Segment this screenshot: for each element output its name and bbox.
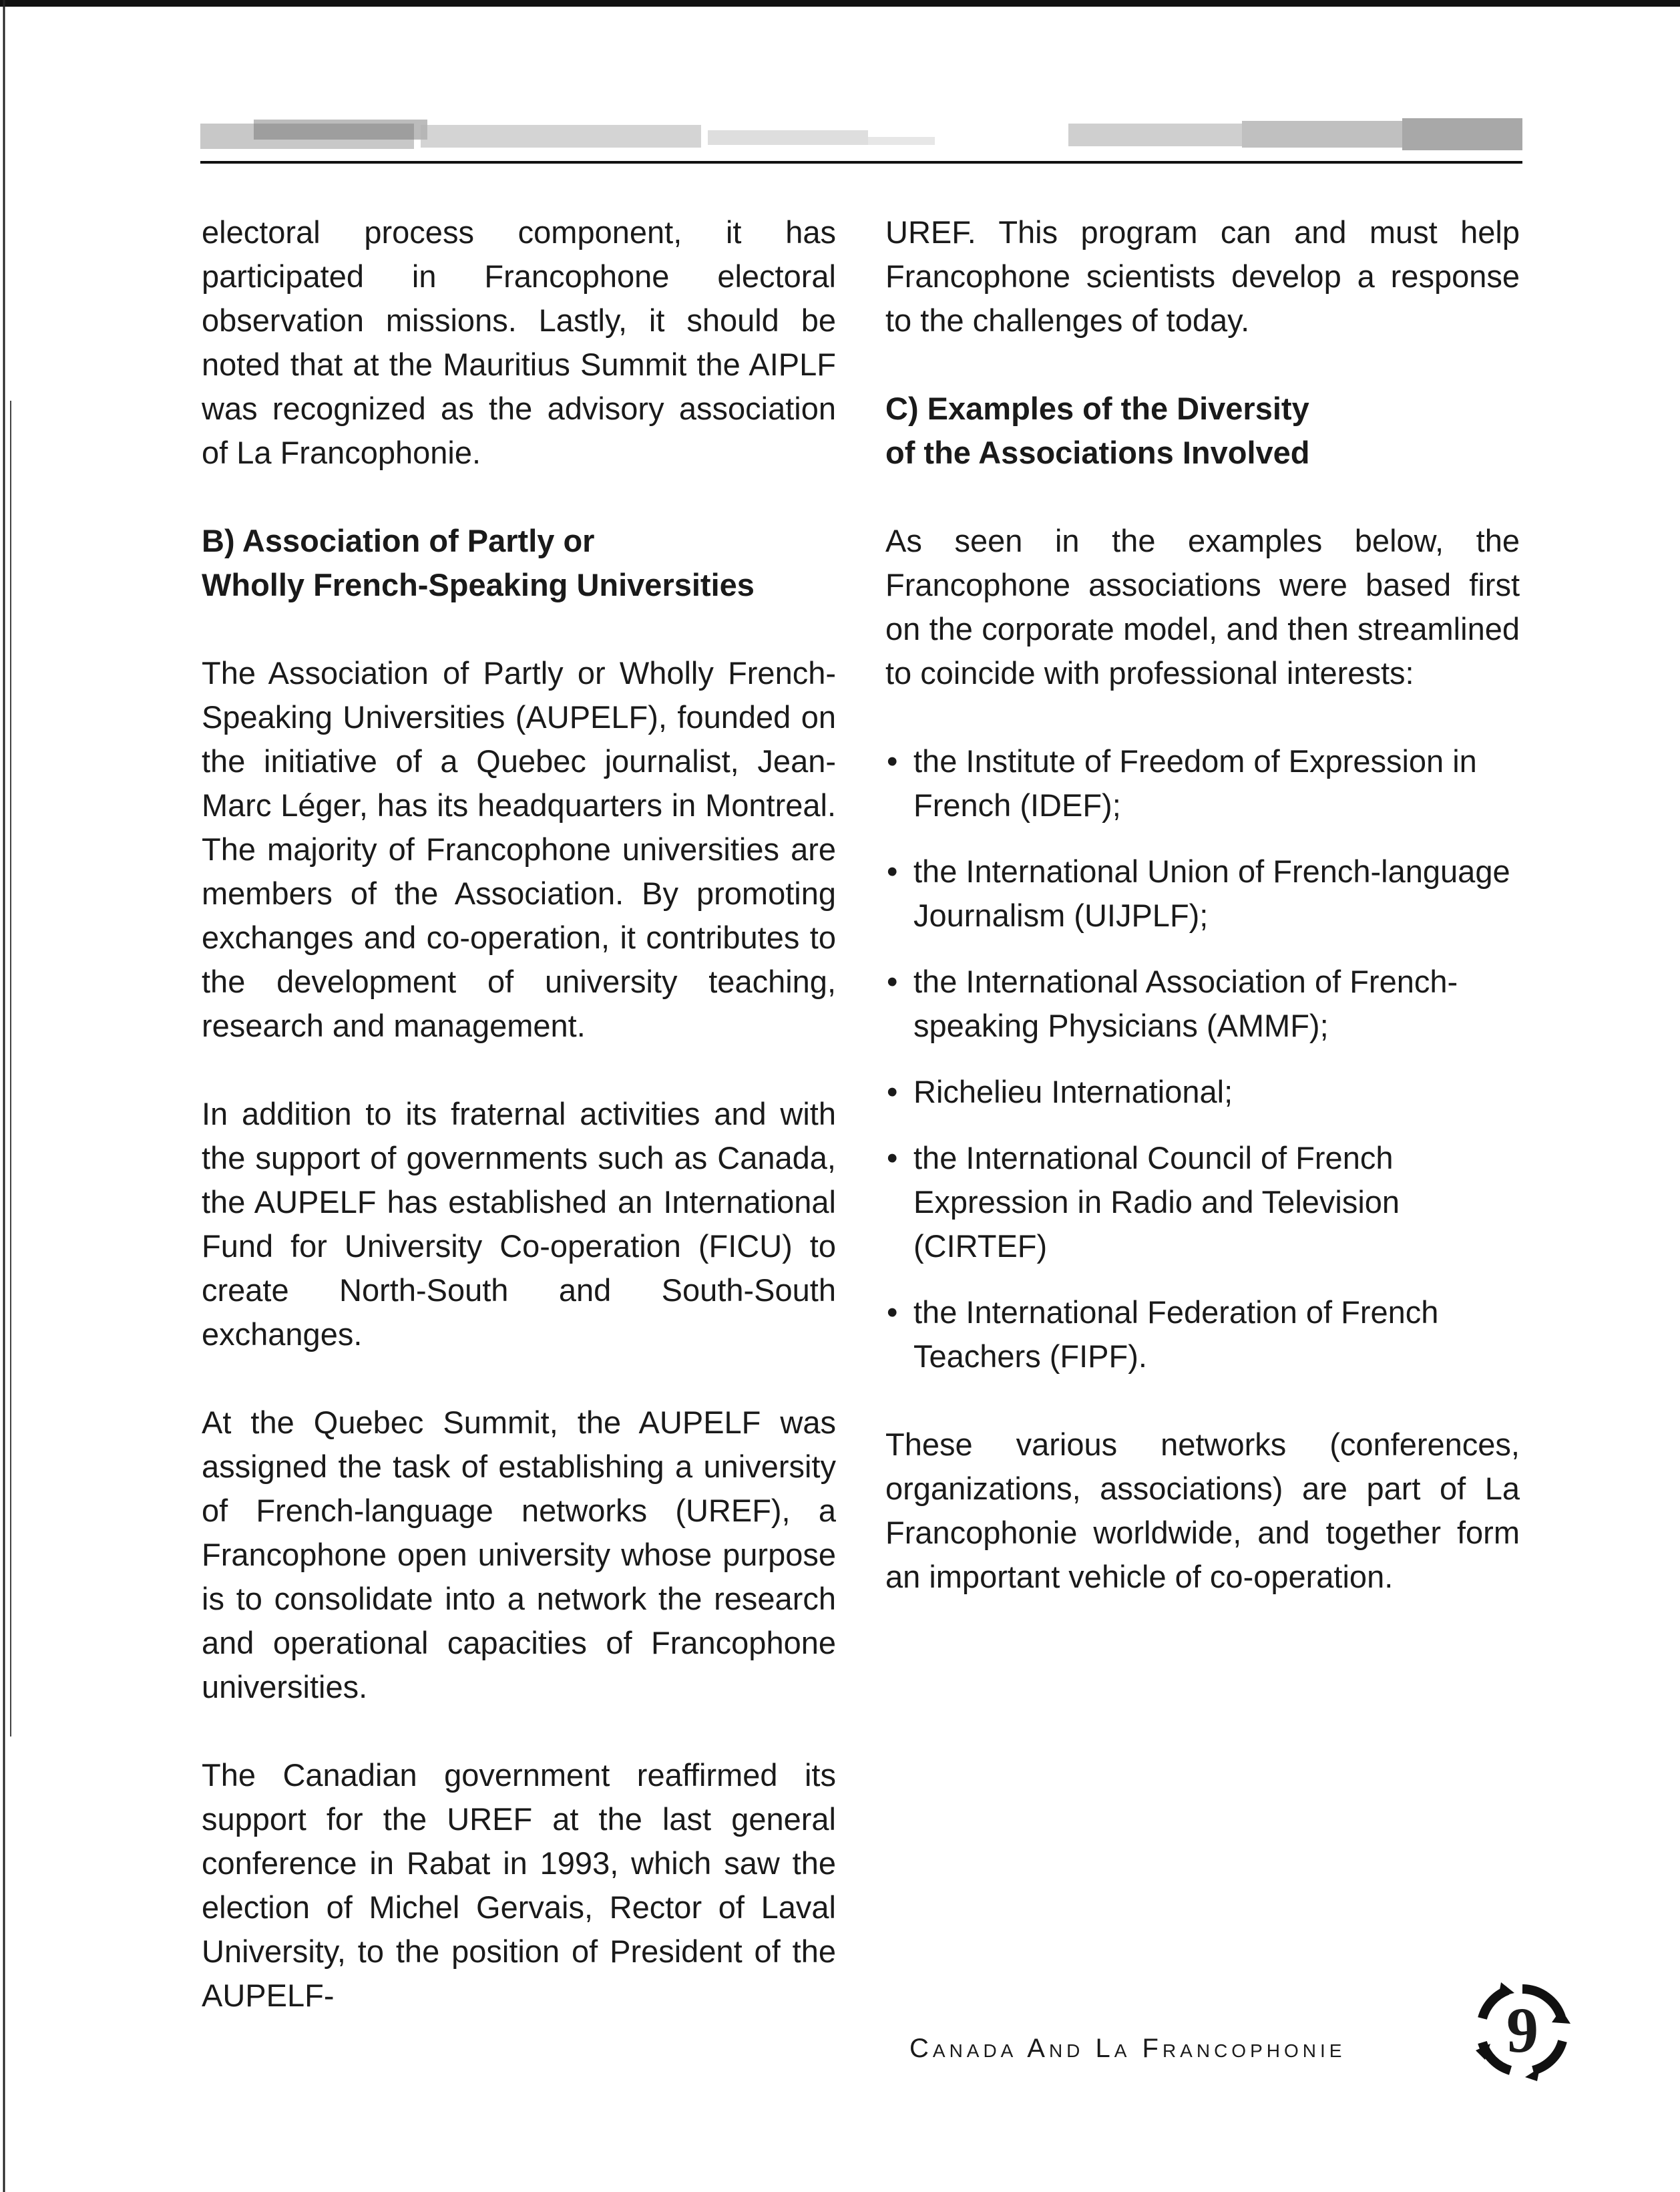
section-heading-c — [885, 387, 1520, 475]
page-number: 9 — [1506, 1994, 1538, 2066]
list-item: • the International Federation of French Teachers (FIPF). — [885, 1290, 1520, 1379]
section-heading-b — [202, 519, 836, 607]
paragraph: electoral process component, it has participated in Francophone electoral observation missions. Lastly, it should be noted that at the Mauritius Summit the AIPLF was recognized as the advisory association of La Francophonie. — [202, 214, 836, 470]
list-item: • the International Union of French-language Journalism (UIJPLF); — [885, 850, 1520, 938]
list-item: • the International Association of French-speaking Physicians (AMMF); — [885, 960, 1520, 1048]
heading-line: Wholly French-Speaking Universities — [202, 567, 755, 602]
list-item: • Richelieu International; — [885, 1070, 1520, 1114]
right-column — [885, 210, 1520, 1599]
paragraph: At the Quebec Summit, the AUPELF was assigned the task of establishing a university of French-language networks (UREF), a Francophone open university whose purpose is to consolidate into a network the research and operational capacities of Francophone universities. — [202, 1405, 836, 1704]
paragraph: In addition to its fraternal activities and with the support of governments such as Canada, the AUPELF has established an International Fund for University Co-operation (FICU) to create North-South and South-South exchanges. — [202, 1096, 836, 1352]
paragraph: As seen in the examples below, the Francophone associations were based first on the corporate model, and then streamlined to coincide with professional interests: — [885, 523, 1520, 691]
paragraph: The Association of Partly or Wholly French-Speaking Universities (AUPELF), founded on the initiative of a Quebec journalist, Jean-Marc Léger, has its headquarters in Montreal. The majority of Francophone universities are members of the Association. By promoting exchanges and co-operation, it contributes to the development of university teaching, research and management. — [202, 655, 836, 1043]
scan-top-edge — [0, 0, 1680, 7]
left-column — [202, 210, 836, 2018]
header-decorative-band — [200, 110, 1522, 164]
paragraph: The Canadian government reaffirmed its support for the UREF at the last general conference in Rabat in 1993, which saw the election of Michel Gervais, Rector of Laval University, to the position of President of the AUPELF- — [202, 1757, 836, 2013]
list-item: • the Institute of Freedom of Expression in French (IDEF); — [885, 739, 1520, 828]
association-list — [885, 739, 1520, 1379]
heading-line: C) Examples of the Diversity — [885, 391, 1309, 426]
paragraph: These various networks (conferences, organizations, associations) are part of La Francophonie worldwide, and together form an important vehicle of co-operation. — [885, 1427, 1520, 1594]
page-number-badge — [1469, 1977, 1576, 2084]
list-item: • the International Council of French Expression in Radio and Television (CIRTEF) — [885, 1136, 1520, 1268]
paragraph: UREF. This program can and must help Francophone scientists develop a response to the challenges of today. — [885, 214, 1520, 338]
heading-line: B) Association of Partly or — [202, 523, 595, 558]
heading-line: of the Associations Involved — [885, 435, 1310, 470]
footer-title: Canada And La Francophonie — [909, 2034, 1346, 2063]
scan-left-edge — [0, 0, 15, 2192]
